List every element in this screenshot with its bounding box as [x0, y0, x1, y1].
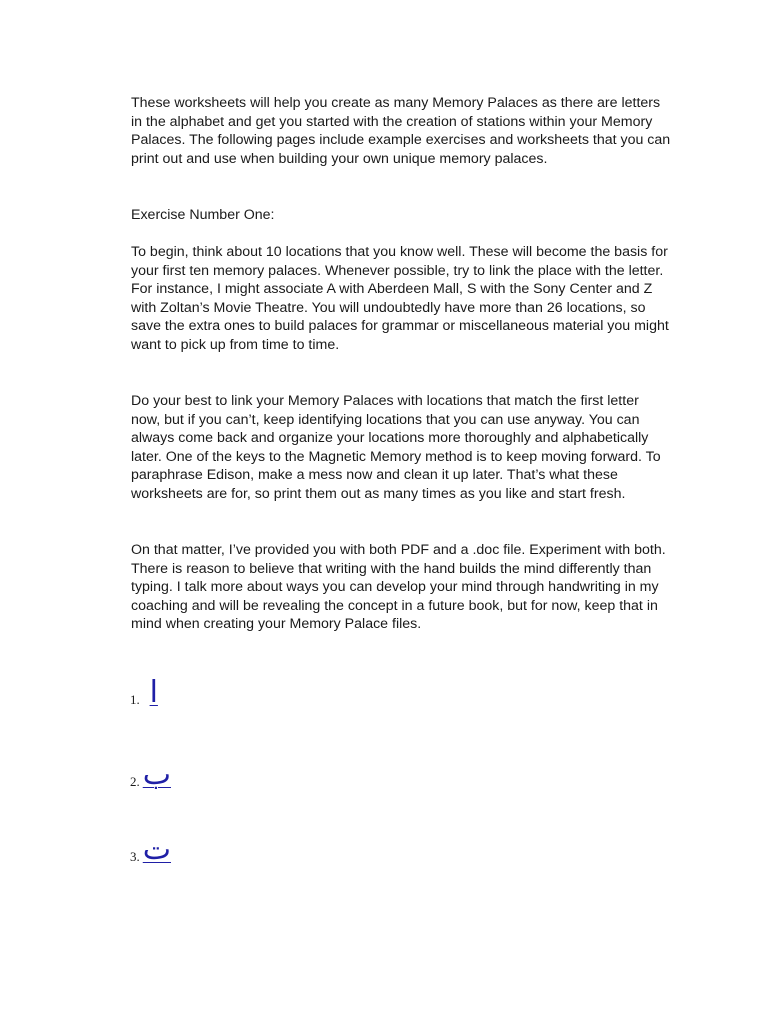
file-format-paragraph: On that matter, I’ve provided you with both PDF and a .doc file. Experiment with both. There is reason to believe that writing with the hand builds the mind differently than typing. I talk more about ways you can develop your mind through handwriting in my coaching and will be revealing the concept in a future book, but for now, keep that in mind when creating your Memory Palace files.	[131, 542, 666, 633]
list-item-number: 2.	[130, 774, 140, 789]
intro-paragraph: These worksheets will help you create as many Memory Palaces as there are letters in the alphabet and get you started with the creation of stations within your Memory Palaces. The following pages include example exercises and worksheets that you can print out and use when building your own unique memory palaces.	[131, 95, 671, 167]
linking-advice-paragraph: Do your best to link your Memory Palaces with locations that match the first letter now, but if you can’t, keep identifying locations that you can use anyway. You can always come back and organize your locations more thoroughly and alphabetically later. One of the keys to the Magnetic Memory method is to keep moving forward. To paraphrase Edison, make a mess now and clean it up later. That’s what these worksheets are for, so print them out as many times as you like and start fresh.	[131, 393, 661, 502]
list-item-number: 3.	[130, 849, 140, 864]
exercise-heading: Exercise Number One:	[131, 207, 275, 223]
list-item	[130, 668, 165, 708]
alif-letter-link[interactable]: ا	[149, 675, 158, 710]
list-item	[130, 750, 171, 790]
list-item	[130, 825, 171, 865]
exercise-instructions-paragraph: To begin, think about 10 locations that you know well. These will become the basis for your first ten memory palaces. Whenever possible, try to link the place with the letter. For instance, I might associate A with Aberdeen Mall, S with the Sony Center and Z with Zoltan’s Movie Theatre. You will undoubtedly have more than 26 locations, so save the extra ones to build palaces for grammar or miscellaneous material you might want to pick up from time to time.	[131, 244, 669, 353]
list-item-number: 1.	[130, 692, 140, 707]
ba-letter-link[interactable]: ب	[142, 757, 171, 792]
ta-letter-link[interactable]: ت	[142, 832, 171, 867]
